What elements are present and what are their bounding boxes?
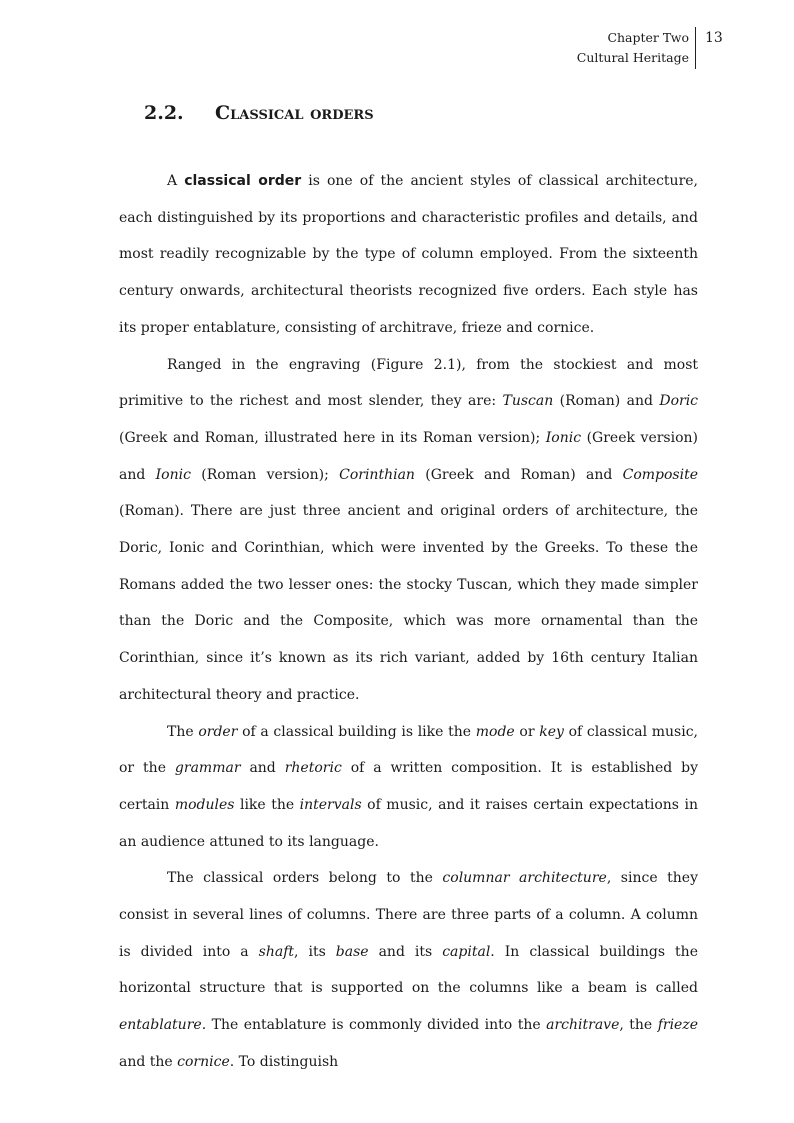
chapter-subtitle: Cultural Heritage — [576, 50, 689, 65]
text-run: . To distinguish — [229, 1053, 339, 1070]
text-run: , its — [294, 943, 336, 960]
italic-term: mode — [475, 723, 515, 740]
paragraph — [119, 163, 698, 347]
text-run: and the — [119, 1053, 178, 1070]
text-run: Ranged in the engraving (Figure 2.1), from the stockiest and most primitive to the richest and most slender, they are: — [119, 356, 698, 410]
text-run: of music, and it raises certain expectations in an audience attuned to its language. — [119, 796, 698, 850]
page-number: 13 — [705, 30, 723, 46]
italic-term: cornice — [177, 1053, 230, 1070]
italic-term: modules — [174, 796, 235, 813]
running-header — [577, 28, 689, 68]
text-run: (Roman) and — [553, 393, 660, 410]
text-run: . The entablature is commonly divided into the — [201, 1017, 547, 1034]
text-run: A — [167, 173, 185, 189]
italic-term: Corinthian — [339, 466, 415, 483]
text-run: , the — [619, 1017, 658, 1034]
italic-term: Composite — [622, 466, 698, 483]
section-heading — [144, 100, 374, 126]
text-run: or — [514, 723, 540, 740]
text-run: of a classical building is like the — [237, 723, 476, 740]
italic-term: rhetoric — [284, 760, 342, 777]
section-number: 2.2. — [144, 102, 184, 124]
chapter-label: Chapter Two — [607, 30, 689, 45]
text-run: of a written composition. It is established by certain — [119, 760, 699, 813]
text-run: . In classical buildings the horizontal structure that is supported on the columns like a beam is called — [119, 943, 698, 997]
header-divider — [695, 27, 696, 69]
text-run: (Greek version) and — [119, 429, 698, 483]
text-run: , since they consist in several lines of columns. There are three parts of a column. A column is divided into a — [119, 870, 698, 960]
italic-term: frieze — [657, 1017, 699, 1034]
italic-term: base — [335, 943, 369, 960]
text-run: and — [240, 760, 285, 777]
italic-term: entablature — [119, 1017, 202, 1034]
italic-term: key — [539, 723, 564, 740]
italic-term: Tuscan — [502, 393, 554, 410]
italic-term: columnar architecture — [442, 870, 607, 887]
text-run: of classical music, or the — [119, 723, 699, 777]
body-text — [119, 163, 698, 1081]
italic-term: capital — [442, 943, 491, 960]
italic-term: grammar — [174, 760, 241, 777]
text-run: The classical orders belong to the — [167, 870, 443, 887]
italic-term: Ionic — [545, 429, 582, 446]
text-run: (Greek and Roman) and — [414, 466, 623, 483]
text-run: (Roman). There are just three ancient and original orders of architecture, the Doric, Ionic and Corinthian, which were invented by the Greeks. To these the Romans added the two lesser ones: the stocky Tuscan, which they made simpler than the Doric and the Composite, which was more ornamental than the Corinthian, since it’s known as its rich variant, added by 16th century Italian architectural theory and practice. — [119, 503, 698, 703]
italic-term: architrave — [546, 1017, 620, 1034]
text-run: is one of the ancient styles of classical architecture, each distinguished by its proportions and characteristic profiles and details, and most readily recognizable by the type of column employed. From the sixteenth century onwards, architectural theorists recognized five orders. Each style has its proper entablature, consisting of architrave, frieze and cornice. — [119, 173, 699, 336]
paragraph — [119, 714, 698, 861]
paragraph — [119, 860, 698, 1080]
paragraph — [119, 347, 698, 714]
italic-term: order — [198, 723, 238, 740]
italic-term: intervals — [299, 796, 362, 813]
italic-term: Doric — [659, 393, 699, 410]
text-run: The — [167, 723, 199, 740]
text-run: (Roman version); — [190, 466, 340, 483]
italic-term: shaft — [258, 943, 295, 960]
text-run: and its — [368, 943, 443, 960]
defined-term: classical order — [184, 173, 302, 189]
italic-term: Ionic — [155, 466, 191, 483]
text-run: (Greek and Roman, illustrated here in its Roman version); — [119, 429, 546, 446]
section-title: Classical orders — [215, 102, 374, 124]
text-run: like the — [234, 796, 300, 813]
